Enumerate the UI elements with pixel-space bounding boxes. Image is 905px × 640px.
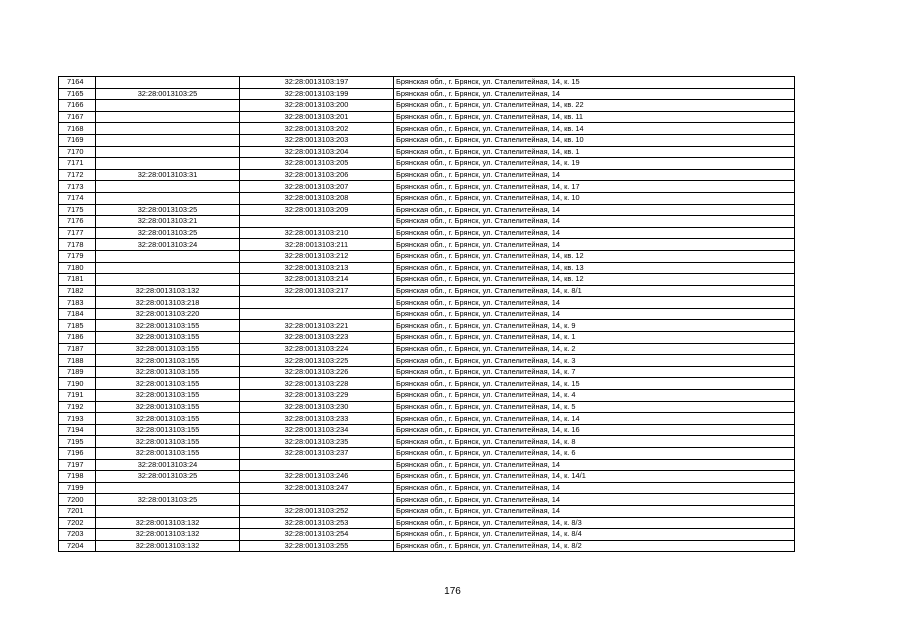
address-cell: Брянская обл., г. Брянск, ул. Сталелитейная, 14, к. 6 <box>394 448 795 460</box>
cadastral-number-cell: 32:28:0013103:205 <box>240 158 394 170</box>
table-row <box>59 390 795 402</box>
address-cell: Брянская обл., г. Брянск, ул. Сталелитейная, 14, к. 7 <box>394 366 795 378</box>
cadastral-number-cell: 32:28:0013103:229 <box>240 390 394 402</box>
row-number-cell: 7187 <box>59 343 96 355</box>
parent-cadastral-cell: 32:28:0013103:155 <box>96 355 240 367</box>
row-number-cell: 7171 <box>59 158 96 170</box>
address-cell: Брянская обл., г. Брянск, ул. Сталелитейная, 14, к. 2 <box>394 343 795 355</box>
table-row <box>59 250 795 262</box>
table-row <box>59 332 795 344</box>
table-row <box>59 436 795 448</box>
address-cell: Брянская обл., г. Брянск, ул. Сталелитейная, 14 <box>394 459 795 471</box>
row-number-cell: 7198 <box>59 471 96 483</box>
row-number-cell: 7194 <box>59 424 96 436</box>
cadastral-number-cell: 32:28:0013103:254 <box>240 529 394 541</box>
row-number-cell: 7180 <box>59 262 96 274</box>
cadastral-number-cell: 32:28:0013103:210 <box>240 227 394 239</box>
cadastral-number-cell: 32:28:0013103:217 <box>240 285 394 297</box>
row-number-cell: 7179 <box>59 250 96 262</box>
cadastral-number-cell: 32:28:0013103:206 <box>240 169 394 181</box>
row-number-cell: 7173 <box>59 181 96 193</box>
row-number-cell: 7167 <box>59 111 96 123</box>
table-row <box>59 529 795 541</box>
table-row <box>59 227 795 239</box>
table-row <box>59 413 795 425</box>
cadastral-number-cell <box>240 308 394 320</box>
registry-table-body <box>59 77 795 552</box>
page-number: 176 <box>444 586 461 597</box>
cadastral-number-cell: 32:28:0013103:234 <box>240 424 394 436</box>
table-row <box>59 285 795 297</box>
cadastral-number-cell: 32:28:0013103:208 <box>240 192 394 204</box>
table-row <box>59 378 795 390</box>
cadastral-number-cell: 32:28:0013103:235 <box>240 436 394 448</box>
cadastral-number-cell <box>240 459 394 471</box>
address-cell: Брянская обл., г. Брянск, ул. Сталелитейная, 14, к. 1 <box>394 332 795 344</box>
address-cell: Брянская обл., г. Брянск, ул. Сталелитейная, 14, к. 8 <box>394 436 795 448</box>
parent-cadastral-cell: 32:28:0013103:31 <box>96 169 240 181</box>
parent-cadastral-cell: 32:28:0013103:25 <box>96 494 240 506</box>
cadastral-number-cell: 32:28:0013103:214 <box>240 274 394 286</box>
row-number-cell: 7202 <box>59 517 96 529</box>
parent-cadastral-cell: 32:28:0013103:132 <box>96 540 240 552</box>
cadastral-number-cell: 32:28:0013103:226 <box>240 366 394 378</box>
row-number-cell: 7193 <box>59 413 96 425</box>
row-number-cell: 7169 <box>59 134 96 146</box>
cadastral-number-cell: 32:28:0013103:199 <box>240 88 394 100</box>
table-row <box>59 100 795 112</box>
cadastral-number-cell: 32:28:0013103:225 <box>240 355 394 367</box>
cadastral-number-cell: 32:28:0013103:197 <box>240 77 394 89</box>
parent-cadastral-cell: 32:28:0013103:25 <box>96 88 240 100</box>
table-row <box>59 192 795 204</box>
table-row <box>59 158 795 170</box>
row-number-cell: 7166 <box>59 100 96 112</box>
parent-cadastral-cell <box>96 505 240 517</box>
parent-cadastral-cell: 32:28:0013103:155 <box>96 390 240 402</box>
address-cell: Брянская обл., г. Брянск, ул. Сталелитейная, 14, к. 19 <box>394 158 795 170</box>
cadastral-number-cell: 32:28:0013103:252 <box>240 505 394 517</box>
row-number-cell: 7203 <box>59 529 96 541</box>
cadastral-number-cell: 32:28:0013103:230 <box>240 401 394 413</box>
parent-cadastral-cell: 32:28:0013103:132 <box>96 285 240 297</box>
cadastral-number-cell: 32:28:0013103:212 <box>240 250 394 262</box>
table-row <box>59 134 795 146</box>
address-cell: Брянская обл., г. Брянск, ул. Сталелитейная, 14, к. 4 <box>394 390 795 402</box>
cadastral-number-cell: 32:28:0013103:211 <box>240 239 394 251</box>
row-number-cell: 7188 <box>59 355 96 367</box>
cadastral-number-cell: 32:28:0013103:246 <box>240 471 394 483</box>
address-cell: Брянская обл., г. Брянск, ул. Сталелитейная, 14 <box>394 88 795 100</box>
table-row <box>59 343 795 355</box>
address-cell: Брянская обл., г. Брянск, ул. Сталелитейная, 14, кв. 10 <box>394 134 795 146</box>
address-cell: Брянская обл., г. Брянск, ул. Сталелитейная, 14 <box>394 494 795 506</box>
parent-cadastral-cell <box>96 181 240 193</box>
row-number-cell: 7201 <box>59 505 96 517</box>
row-number-cell: 7189 <box>59 366 96 378</box>
parent-cadastral-cell: 32:28:0013103:25 <box>96 204 240 216</box>
address-cell: Брянская обл., г. Брянск, ул. Сталелитейная, 14, кв. 13 <box>394 262 795 274</box>
parent-cadastral-cell <box>96 146 240 158</box>
address-cell: Брянская обл., г. Брянск, ул. Сталелитейная, 14 <box>394 308 795 320</box>
address-cell: Брянская обл., г. Брянск, ул. Сталелитейная, 14, к. 16 <box>394 424 795 436</box>
table-row <box>59 459 795 471</box>
table-row <box>59 297 795 309</box>
address-cell: Брянская обл., г. Брянск, ул. Сталелитейная, 14 <box>394 227 795 239</box>
cadastral-number-cell: 32:28:0013103:213 <box>240 262 394 274</box>
address-cell: Брянская обл., г. Брянск, ул. Сталелитейная, 14 <box>394 239 795 251</box>
parent-cadastral-cell: 32:28:0013103:24 <box>96 239 240 251</box>
address-cell: Брянская обл., г. Брянск, ул. Сталелитейная, 14, к. 3 <box>394 355 795 367</box>
row-number-cell: 7177 <box>59 227 96 239</box>
cadastral-number-cell: 32:28:0013103:200 <box>240 100 394 112</box>
address-cell: Брянская обл., г. Брянск, ул. Сталелитейная, 14 <box>394 297 795 309</box>
row-number-cell: 7172 <box>59 169 96 181</box>
cadastral-number-cell <box>240 216 394 228</box>
row-number-cell: 7175 <box>59 204 96 216</box>
table-row <box>59 204 795 216</box>
parent-cadastral-cell <box>96 123 240 135</box>
cadastral-number-cell: 32:28:0013103:233 <box>240 413 394 425</box>
parent-cadastral-cell: 32:28:0013103:155 <box>96 436 240 448</box>
address-cell: Брянская обл., г. Брянск, ул. Сталелитейная, 14, к. 14 <box>394 413 795 425</box>
row-number-cell: 7197 <box>59 459 96 471</box>
parent-cadastral-cell: 32:28:0013103:24 <box>96 459 240 471</box>
address-cell: Брянская обл., г. Брянск, ул. Сталелитейная, 14, к. 9 <box>394 320 795 332</box>
table-row <box>59 505 795 517</box>
row-number-cell: 7191 <box>59 390 96 402</box>
table-row <box>59 448 795 460</box>
cadastral-number-cell: 32:28:0013103:209 <box>240 204 394 216</box>
cadastral-number-cell: 32:28:0013103:207 <box>240 181 394 193</box>
row-number-cell: 7178 <box>59 239 96 251</box>
parent-cadastral-cell: 32:28:0013103:155 <box>96 366 240 378</box>
address-cell: Брянская обл., г. Брянск, ул. Сталелитейная, 14, кв. 14 <box>394 123 795 135</box>
table-row <box>59 181 795 193</box>
address-cell: Брянская обл., г. Брянск, ул. Сталелитейная, 14, к. 8/2 <box>394 540 795 552</box>
address-cell: Брянская обл., г. Брянск, ул. Сталелитейная, 14, кв. 12 <box>394 274 795 286</box>
row-number-cell: 7174 <box>59 192 96 204</box>
table-row <box>59 262 795 274</box>
table-row <box>59 401 795 413</box>
address-cell: Брянская обл., г. Брянск, ул. Сталелитейная, 14, кв. 12 <box>394 250 795 262</box>
address-cell: Брянская обл., г. Брянск, ул. Сталелитейная, 14, к. 15 <box>394 77 795 89</box>
table-row <box>59 123 795 135</box>
table-row <box>59 146 795 158</box>
parent-cadastral-cell: 32:28:0013103:155 <box>96 343 240 355</box>
cadastral-number-cell: 32:28:0013103:223 <box>240 332 394 344</box>
row-number-cell: 7165 <box>59 88 96 100</box>
parent-cadastral-cell: 32:28:0013103:155 <box>96 413 240 425</box>
parent-cadastral-cell <box>96 100 240 112</box>
cadastral-number-cell: 32:28:0013103:202 <box>240 123 394 135</box>
address-cell: Брянская обл., г. Брянск, ул. Сталелитейная, 14, к. 5 <box>394 401 795 413</box>
cadastral-number-cell: 32:28:0013103:228 <box>240 378 394 390</box>
parent-cadastral-cell: 32:28:0013103:218 <box>96 297 240 309</box>
address-cell: Брянская обл., г. Брянск, ул. Сталелитейная, 14, к. 17 <box>394 181 795 193</box>
row-number-cell: 7190 <box>59 378 96 390</box>
table-row <box>59 169 795 181</box>
table-row <box>59 274 795 286</box>
table-row <box>59 366 795 378</box>
table-row <box>59 471 795 483</box>
table-row <box>59 494 795 506</box>
address-cell: Брянская обл., г. Брянск, ул. Сталелитейная, 14 <box>394 505 795 517</box>
address-cell: Брянская обл., г. Брянск, ул. Сталелитейная, 14, к. 15 <box>394 378 795 390</box>
cadastral-number-cell: 32:28:0013103:253 <box>240 517 394 529</box>
address-cell: Брянская обл., г. Брянск, ул. Сталелитейная, 14, к. 8/3 <box>394 517 795 529</box>
row-number-cell: 7181 <box>59 274 96 286</box>
table-row <box>59 77 795 89</box>
address-cell: Брянская обл., г. Брянск, ул. Сталелитейная, 14 <box>394 216 795 228</box>
address-cell: Брянская обл., г. Брянск, ул. Сталелитейная, 14, кв. 1 <box>394 146 795 158</box>
parent-cadastral-cell: 32:28:0013103:21 <box>96 216 240 228</box>
parent-cadastral-cell <box>96 482 240 494</box>
parent-cadastral-cell <box>96 158 240 170</box>
row-number-cell: 7192 <box>59 401 96 413</box>
row-number-cell: 7195 <box>59 436 96 448</box>
address-cell: Брянская обл., г. Брянск, ул. Сталелитейная, 14 <box>394 482 795 494</box>
parent-cadastral-cell: 32:28:0013103:155 <box>96 320 240 332</box>
parent-cadastral-cell: 32:28:0013103:155 <box>96 424 240 436</box>
parent-cadastral-cell: 32:28:0013103:155 <box>96 332 240 344</box>
row-number-cell: 7164 <box>59 77 96 89</box>
parent-cadastral-cell <box>96 192 240 204</box>
table-row <box>59 540 795 552</box>
parent-cadastral-cell: 32:28:0013103:155 <box>96 378 240 390</box>
row-number-cell: 7184 <box>59 308 96 320</box>
registry-table <box>58 76 795 552</box>
cadastral-number-cell: 32:28:0013103:203 <box>240 134 394 146</box>
address-cell: Брянская обл., г. Брянск, ул. Сталелитейная, 14, к. 10 <box>394 192 795 204</box>
parent-cadastral-cell: 32:28:0013103:25 <box>96 471 240 483</box>
parent-cadastral-cell: 32:28:0013103:155 <box>96 401 240 413</box>
address-cell: Брянская обл., г. Брянск, ул. Сталелитейная, 14, кв. 11 <box>394 111 795 123</box>
parent-cadastral-cell <box>96 250 240 262</box>
table-row <box>59 88 795 100</box>
address-cell: Брянская обл., г. Брянск, ул. Сталелитейная, 14 <box>394 204 795 216</box>
address-cell: Брянская обл., г. Брянск, ул. Сталелитейная, 14, к. 8/4 <box>394 529 795 541</box>
address-cell: Брянская обл., г. Брянск, ул. Сталелитейная, 14, к. 8/1 <box>394 285 795 297</box>
parent-cadastral-cell: 32:28:0013103:132 <box>96 529 240 541</box>
parent-cadastral-cell: 32:28:0013103:220 <box>96 308 240 320</box>
table-row <box>59 424 795 436</box>
table-row <box>59 239 795 251</box>
address-cell: Брянская обл., г. Брянск, ул. Сталелитейная, 14, кв. 22 <box>394 100 795 112</box>
parent-cadastral-cell <box>96 111 240 123</box>
row-number-cell: 7204 <box>59 540 96 552</box>
row-number-cell: 7186 <box>59 332 96 344</box>
table-row <box>59 111 795 123</box>
cadastral-number-cell: 32:28:0013103:255 <box>240 540 394 552</box>
parent-cadastral-cell <box>96 134 240 146</box>
address-cell: Брянская обл., г. Брянск, ул. Сталелитейная, 14 <box>394 169 795 181</box>
table-row <box>59 308 795 320</box>
row-number-cell: 7168 <box>59 123 96 135</box>
table-row <box>59 216 795 228</box>
row-number-cell: 7199 <box>59 482 96 494</box>
row-number-cell: 7185 <box>59 320 96 332</box>
table-row <box>59 517 795 529</box>
table-row <box>59 482 795 494</box>
address-cell: Брянская обл., г. Брянск, ул. Сталелитейная, 14, к. 14/1 <box>394 471 795 483</box>
cadastral-number-cell: 32:28:0013103:221 <box>240 320 394 332</box>
row-number-cell: 7183 <box>59 297 96 309</box>
parent-cadastral-cell <box>96 77 240 89</box>
row-number-cell: 7170 <box>59 146 96 158</box>
cadastral-number-cell: 32:28:0013103:204 <box>240 146 394 158</box>
row-number-cell: 7200 <box>59 494 96 506</box>
parent-cadastral-cell: 32:28:0013103:25 <box>96 227 240 239</box>
cadastral-number-cell <box>240 297 394 309</box>
cadastral-number-cell: 32:28:0013103:201 <box>240 111 394 123</box>
table-row <box>59 320 795 332</box>
cadastral-number-cell: 32:28:0013103:247 <box>240 482 394 494</box>
parent-cadastral-cell: 32:28:0013103:132 <box>96 517 240 529</box>
cadastral-number-cell: 32:28:0013103:237 <box>240 448 394 460</box>
cadastral-number-cell <box>240 494 394 506</box>
parent-cadastral-cell <box>96 274 240 286</box>
row-number-cell: 7182 <box>59 285 96 297</box>
cadastral-number-cell: 32:28:0013103:224 <box>240 343 394 355</box>
table-row <box>59 355 795 367</box>
row-number-cell: 7176 <box>59 216 96 228</box>
parent-cadastral-cell <box>96 262 240 274</box>
parent-cadastral-cell: 32:28:0013103:155 <box>96 448 240 460</box>
row-number-cell: 7196 <box>59 448 96 460</box>
